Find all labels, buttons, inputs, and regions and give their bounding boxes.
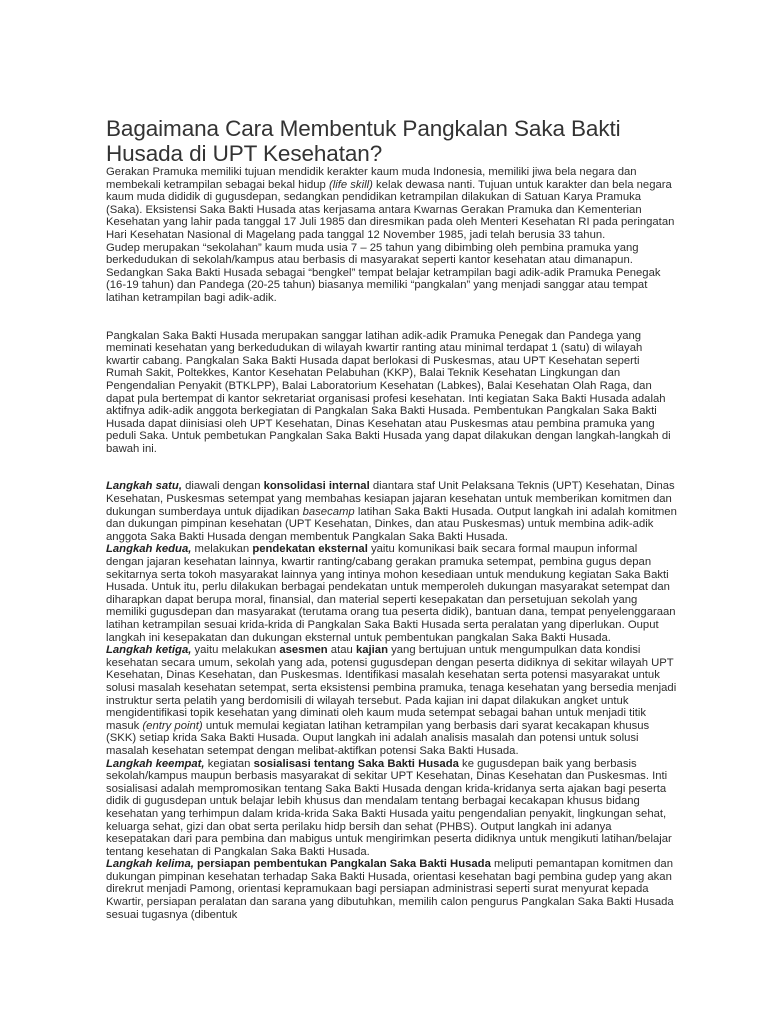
step-keyword: persiapan pembentukan Pangkalan Saka Bakti Husada: [193, 858, 491, 871]
step-label: Langkah kelima,: [106, 858, 194, 871]
step-text: ke gugusdepan baik yang berbasis sekolah/kampus maupun berbasis masyarakat di sekitar UPT Kesehatan, Dinas Kesehatan dan Puskesmas. Inti sosialisasi adalah mempromosikan tentang Saka Bakti Husada dengan krida-kridanya serta ajakan bagi peserta didik di gugusdepan untuk belajar lebih khusus dan mendalam tentang berbagai kecakapan khusus bidang kesehatan yang terhimpun dalam krida-krida Saka Bakti Husada yaitu pengendalian penyakit, lingkungan sehat, keluarga sehat, gizi dan obat serta perilaku hidp bersih dan sehat (PHBS). Output langkah ini adanya kesepatakan dari para pembina dan mabigus untuk mengirimkan peserta didiknya untuk mengikuti latihan/belajar tentang kesehatan di Pangkalan Saka Bakti Husada.: [106, 757, 672, 858]
step-label: Langkah keempat,: [106, 757, 205, 770]
step-text: diawali dengan: [181, 480, 264, 493]
paragraph-gap: [106, 455, 678, 480]
step-label: Langkah kedua,: [106, 543, 192, 556]
page-title: Bagaimana Cara Membentuk Pangkalan Saka Bakti Husada di UPT Kesehatan?: [106, 116, 621, 166]
step-text: latihan Saka Bakti Husada. Output langkah ini adalah komitmen dan dukungan pimpinan kesehatan (UPT Kesehatan, Dinkes, dan atau Puskesmas) untuk membina adik-adik anggota Saka Bakti Husada dengan membentuk Pangkalan Saka Bakti Husada.: [106, 505, 677, 543]
paragraph-pangkalan: Pangkalan Saka Bakti Husada merupakan sanggar latihan adik-adik Pramuka Penegak dan Pandega yang meminati kesehatan yang berkedudukan di wilayah kwartir ranting atau minimal terdapat 1 (satu) di wilayah kwartir cabang. Pangkalan Saka Bakti Husada dapat berlokasi di Puskesmas, atau UPT Kesehatan seperti Rumah Sakit, Poltekkes, Kantor Kesehatan Pelabuhan (KKP), Balai Teknik Kesehatan Lingkungan dan Pengendalian Penyakit (BTKLPP), Balai Laboratorium Kesehatan (Labkes), Balai Kesehatan Olah Raga, dan dapat pula bertempat di kantor sekretariat organisasi profesi kesehatan. Inti kegiatan Saka Bakti Husada adalah aktifnya adik-adik anggota berkegiatan di Pangkalan Saka Bakti Husada. Pembentukan Pangkalan Saka Bakti Husada dapat diinisiasi oleh UPT Kesehatan, Dinas Kesehatan atau Puskesmas atau pembina pramuka yang peduli Saka. Untuk pembetukan Pangkalan Saka Bakti Husada yang dapat dilakukan dengan langkah-langkah di bawah ini.: [106, 329, 671, 455]
step-text: diantara staf Unit Pelaksana Teknis (UPT) Kesehatan, Dinas Kesehatan, Puskesmas setempat yang membahas kesiapan jajaran kesehatan untuk memberikan komitmen dan dukungan sumberdaya untuk dijadikan: [106, 480, 675, 518]
step-3: [106, 644, 678, 757]
step-text: meliputi pemantapan komitmen dan dukungan pimpinan kesehatan terhadap Saka Bakti Husada, orientasi kesehatan bagi pembina gudep yang akan direkrut menjadi Pamong, orientasi kepramukaan bagi persiapan administrasi seperti surat menyurat kepada Kwartir, persiapan peralatan dan sarana yang dibutuhkan, memilih calon pengurus Pangkalan Saka Bakti Husada sesuai tugasnya (dibentuk: [106, 858, 674, 921]
step-keyword: konsolidasi internal: [263, 480, 370, 493]
paragraph-text: Gerakan Pramuka memiliki tujuan mendidik kerakter kaum muda Indonesia, memiliki jiwa bela negara dan membekali ketrampilan sebagai bekal hidup: [106, 166, 637, 191]
document-page: [106, 116, 678, 921]
step-label: Langkah satu,: [106, 480, 182, 493]
step-label: Langkah ketiga,: [106, 644, 192, 657]
step-5: [106, 858, 678, 921]
step-keyword: asesmen: [279, 644, 328, 657]
step-text: yaitu melakukan: [191, 644, 280, 657]
step-keyword: pendekatan eksternal: [252, 543, 368, 556]
step-text: melakukan: [191, 543, 253, 556]
paragraph-text: kelak dewasa nanti. Tujuan untuk karakter dan bela negara kaum muda dididik di gugusdepan, sedangkan pendidikan ketrampilan dilakukan di Satuan Karya Pramuka (Saka). Eksistensi Saka Bakti Husada atas kerjasama antara Kwarnas Gerakan Pramuka dan Kementerian Kesehatan yang lahir pada tanggal 17 Juli 1985 dan diresmikan pada oleh Menteri Kesehatan RI pada peringatan Hari Kesehatan Nasional di Magelang pada tanggal 12 November 1985, jadi telah berusia 33 tahun.: [106, 178, 675, 241]
step-text: atau: [327, 644, 356, 657]
step-text: yaitu komunikasi baik secara formal maupun informal dengan jajaran kesehatan lainnya, kwartir ranting/cabang gerakan pramuka setempat, pembina gugus depan sekitarnya serta tokoh masyarakat lainnya yang intinya mohon kesediaan untuk mendukung kegiatan Saka Bakti Husada. Untuk itu, perlu dilakukan berbagai pendekatan untuk memperoleh dukungan masyarakat setempat dan diharapkan dapat berupa moral, finansial, dan material seperti kesepakatan dan persetujuan sekolah yang memiliki gugusdepan dan masyarakat (terutama orang tua peserta didik), bantuan dana, tempat penyelenggaraan latihan ketrampilan sesuai krida-krida di Pangkalan Saka Bakti Husada serta peralatan yang diperlukan. Ouput langkah ini kesepakatan dan dukungan eksternal untuk pembentukan pangkalan Saka Bakti Husada.: [106, 543, 676, 644]
step-text: untuk memulai kegiatan latihan ketrampilan yang berbasis dari syarat kecakapan khusus (SKK) setiap krida Saka Bakti Husada. Ouput langkah ini adalah analisis masalah dan potensi untuk solusi masalah kesehatan setempat dengan melibat-aktifkan potensi Saka Bakti Husada.: [106, 719, 650, 757]
italic-term: (entry point): [142, 719, 203, 732]
italic-term: basecamp: [302, 505, 355, 518]
step-4: [106, 758, 678, 859]
document-body: [106, 166, 678, 921]
step-2: [106, 543, 678, 644]
italic-term: (life skill): [328, 178, 373, 191]
paragraph-gudep: Gudep merupakan “sekolahan” kaum muda usia 7 – 25 tahun yang dibimbing oleh pembina pramuka yang berkedudukan di sekolah/kampus atau berbasis di masyarakat seperti kantor kesehatan atau dimanapun. Sedangkan Saka Bakti Husada sebagai “bengkel” tempat belajar ketrampilan bagi adik-adik Pramuka Penegak (16-19 tahun) dan Pandega (20-25 tahun) biasanya memiliki “pangkalan” yang menjadi sanggar atau tempat latihan ketrampilan bagi adik-adik.: [106, 241, 661, 304]
step-keyword: sosialisasi tentang Saka Bakti Husada: [253, 757, 459, 770]
step-keyword: kajian: [355, 644, 388, 657]
paragraph-intro: [106, 166, 678, 242]
step-text: yang bertujuan untuk mengumpulkan data kondisi kesehatan secara umum, sekolah yang ada, potensi gugusdepan dengan peserta didiknya di sekitar wilayah UPT Kesehatan, Dinas Kesehatan, dan Puskesmas. Identifikasi masalah kesehatan serta potensi masyarakat untuk solusi masalah kesehatan setempat, serta eksistensi pembina pramuka, tenaga kesehatan yang bersedia menjadi instruktur serta pelatih yang berdomisili di wilayah tersebut. Pada kajian ini dapat dilakukan angket untuk mengidentifikasi topik kesehatan yang diminati oleh kaum muda setempat sebagai bahan untuk menjadi titik masuk: [106, 644, 677, 732]
paragraph-gap: [106, 305, 678, 330]
step-text: kegiatan: [204, 757, 254, 770]
step-1: [106, 480, 678, 543]
